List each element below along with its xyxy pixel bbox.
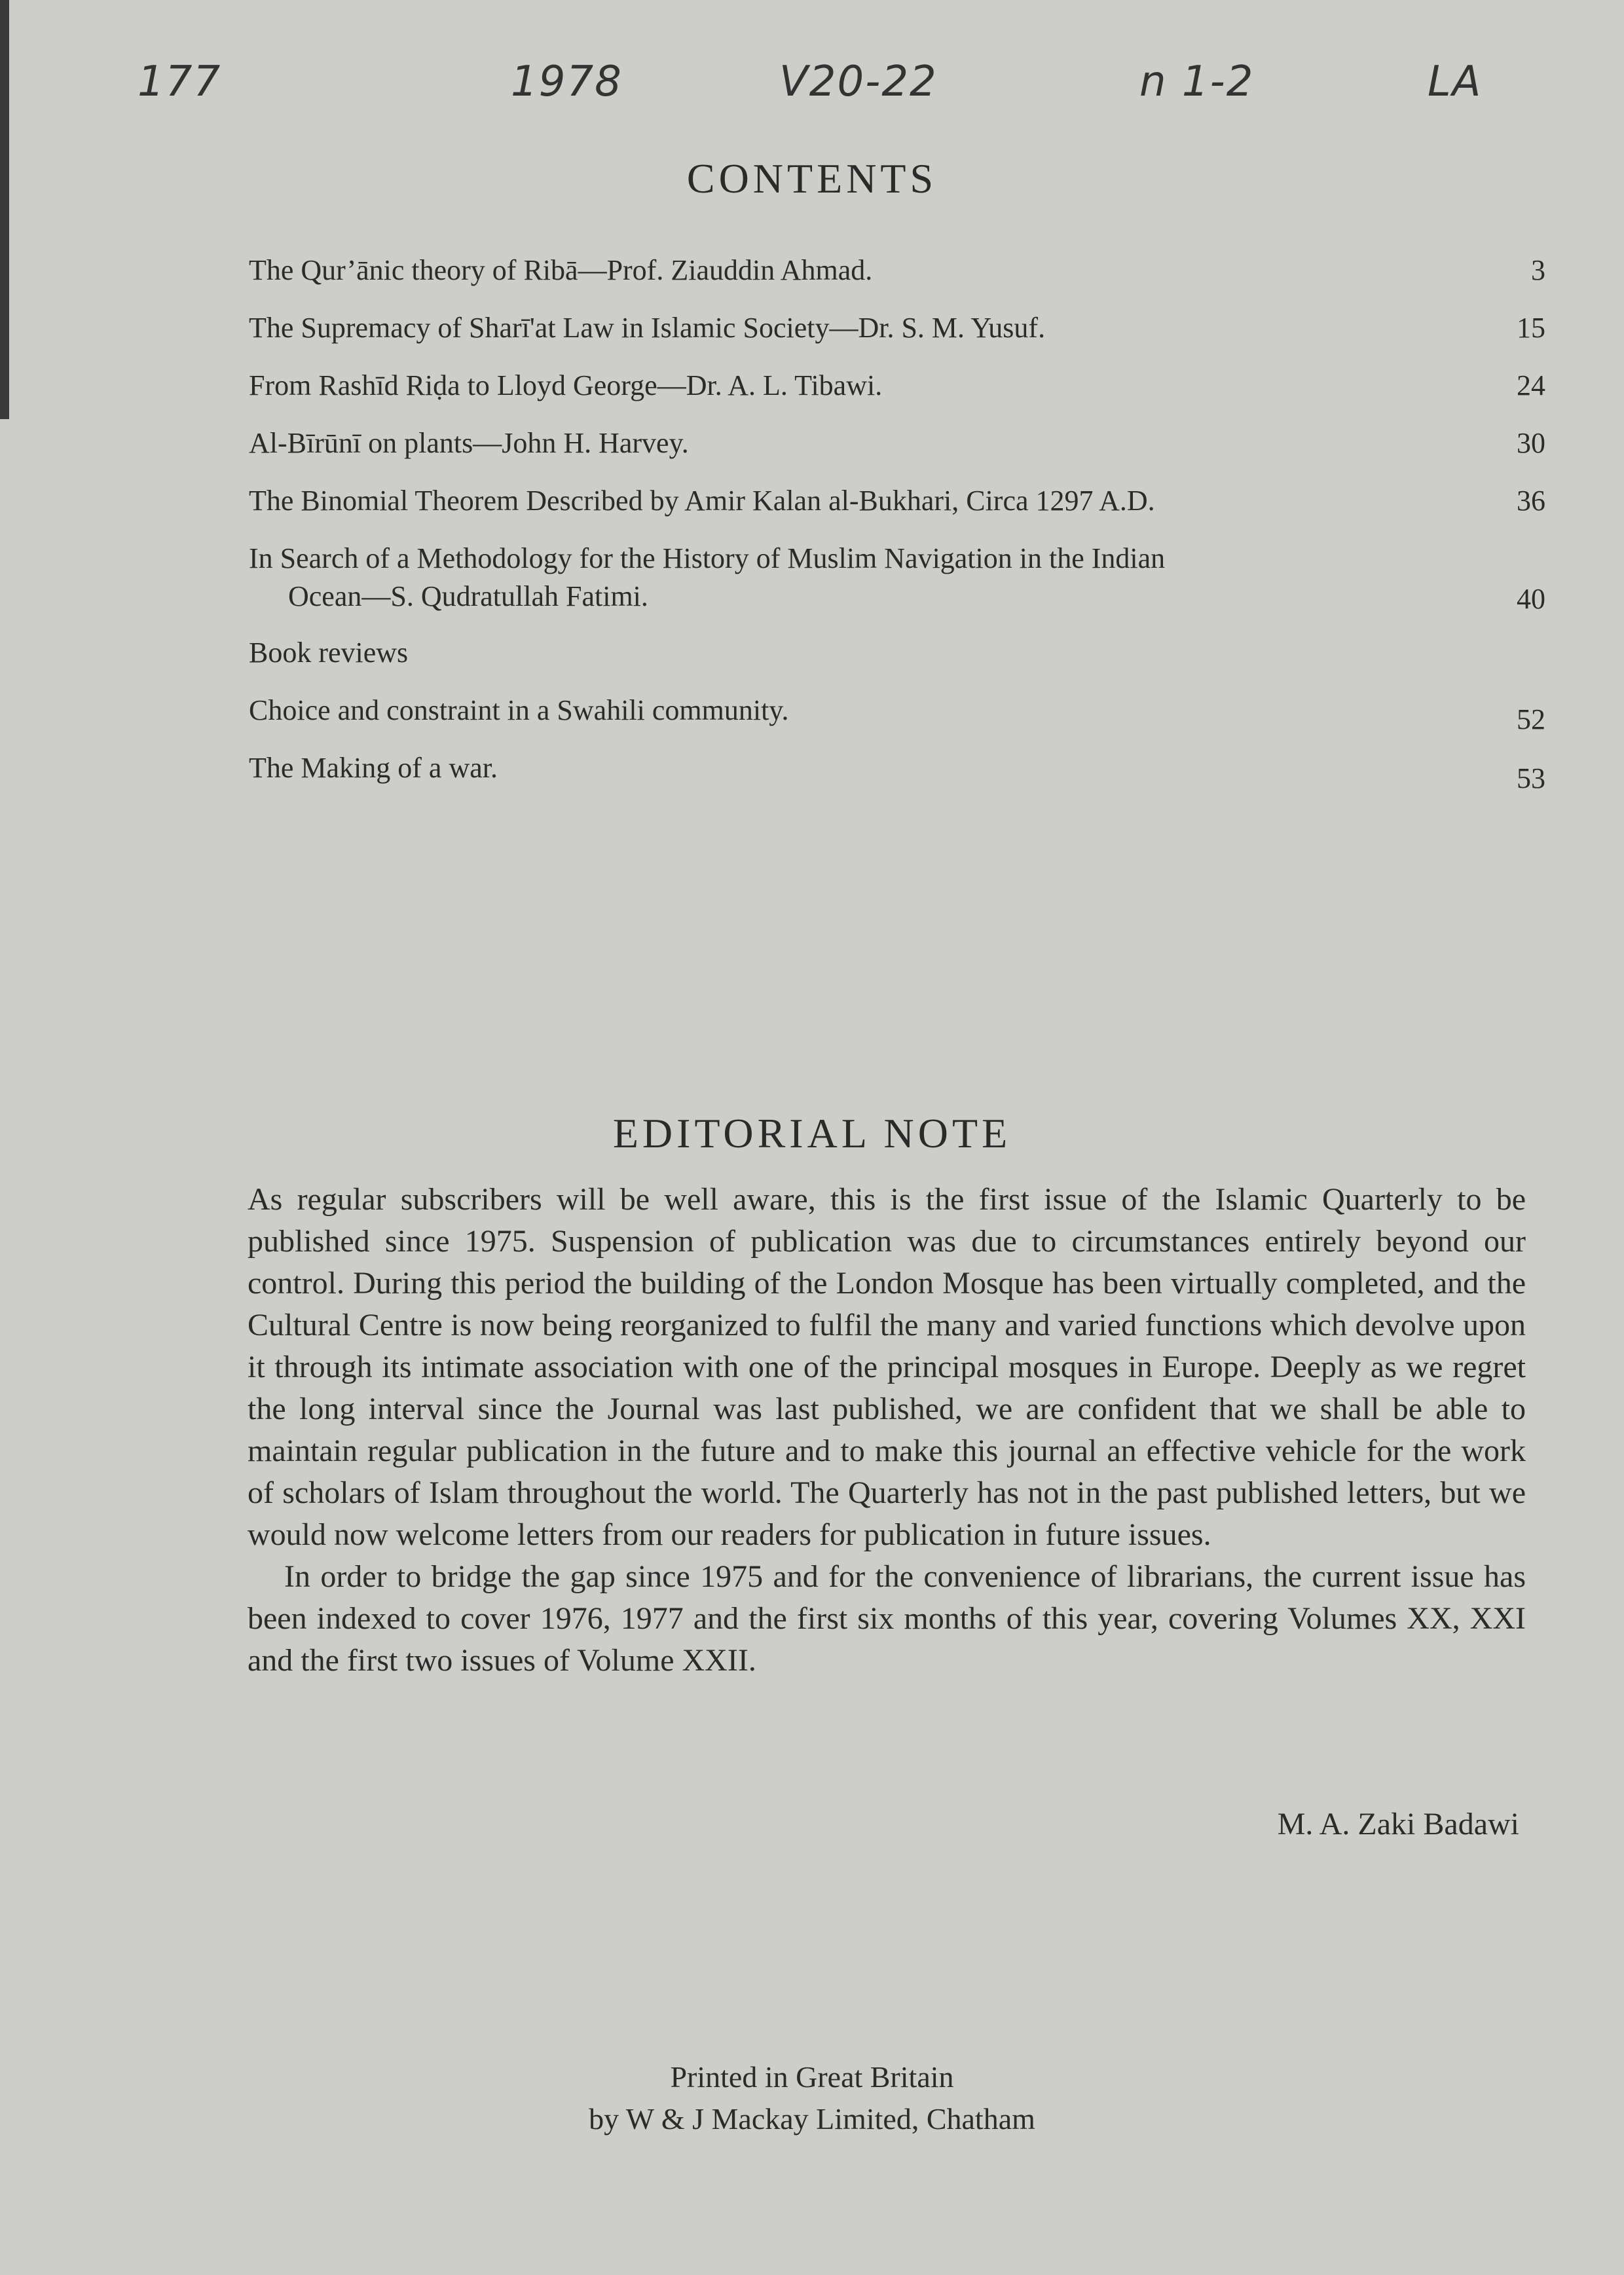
handwritten-note-4: n 1-2 [1139,58,1255,106]
entry-title: Book reviews [249,637,409,669]
entry-title: The Making of a war. [249,752,498,784]
entry-page: 24 [1517,369,1545,401]
contents-entry [249,540,1545,618]
entry-title-line2: Ocean—S. Qudratullah Fatimi. [288,580,648,612]
entry-page: 3 [1531,254,1545,286]
entry-title: From Rashīd Riḍa to Lloyd George—Dr. A. L. Tibawi. [249,369,883,401]
entry-page: 36 [1517,485,1545,517]
editorial-paragraph: As regular subscribers will be well aware, this is the first issue of the Islamic Quarterly to be published since 1975. Suspension of publication was due to circumstances entirely beyond our control. During this period the building of the London Mosque has been virtually completed, and the Cultural Centre is now being reorganized to fulfil the many and varied functions which devolve upon it through its intimate association with one of the principal mosques in Europe. Deeply as we regret the long interval since the Journal was last published, we are confident that we shall be able to maintain regular publication in the future and to make this journal an effective vehicle for the work of scholars of Islam throughout the world. The Quarterly has not in the past published letters, but we would now welcome letters from our readers for publication in future issues. [248,1182,1526,1552]
editorial-paragraph: In order to bridge the gap since 1975 and for the convenience of librarians, the current issue has been indexed to cover 1976, 1977 and the first six months of this year, covering Volumes XX, XXI and the first two issues of Volume XXII. [248,1559,1526,1678]
entry-title-line1: In Search of a Methodology for the History of Muslim Navigation in the Indian [249,542,1166,574]
handwritten-note-5: LA [1428,58,1483,106]
entry-title: Choice and constraint in a Swahili community. [249,694,789,726]
handwritten-note-3: V20-22 [779,58,938,106]
page-edge-shadow [0,0,9,419]
editorial-heading: EDITORIAL NOTE [612,1110,1012,1156]
entry-page: 52 [1517,703,1545,735]
entry-page: 40 [1517,583,1545,615]
entry-page: 30 [1517,427,1545,459]
entry-title: The Supremacy of Sharī'at Law in Islamic Society—Dr. S. M. Yusuf. [249,312,1046,344]
printer-imprint [0,2056,1624,2140]
editorial-body [248,1179,1526,1682]
entry-page: 15 [1517,312,1545,344]
printer-line-1: Printed in Great Britain [670,2060,954,2094]
contents-heading: CONTENTS [686,155,938,202]
entry-title: The Binomial Theorem Described by Amir Kalan al-Bukhari, Circa 1297 A.D. [249,485,1155,517]
editorial-signature: M. A. Zaki Badawi [1277,1807,1519,1841]
entry-title: Al-Bīrūnī on plants—John H. Harvey. [249,427,689,459]
handwritten-note-1: 177 [138,58,222,106]
printer-line-2: by W & J Mackay Limited, Chatham [589,2102,1035,2136]
handwritten-note-2: 1978 [511,58,623,106]
entry-title: The Qur’ānic theory of Ribā—Prof. Ziauddin Ahmad. [249,254,873,286]
entry-page: 53 [1517,762,1545,794]
